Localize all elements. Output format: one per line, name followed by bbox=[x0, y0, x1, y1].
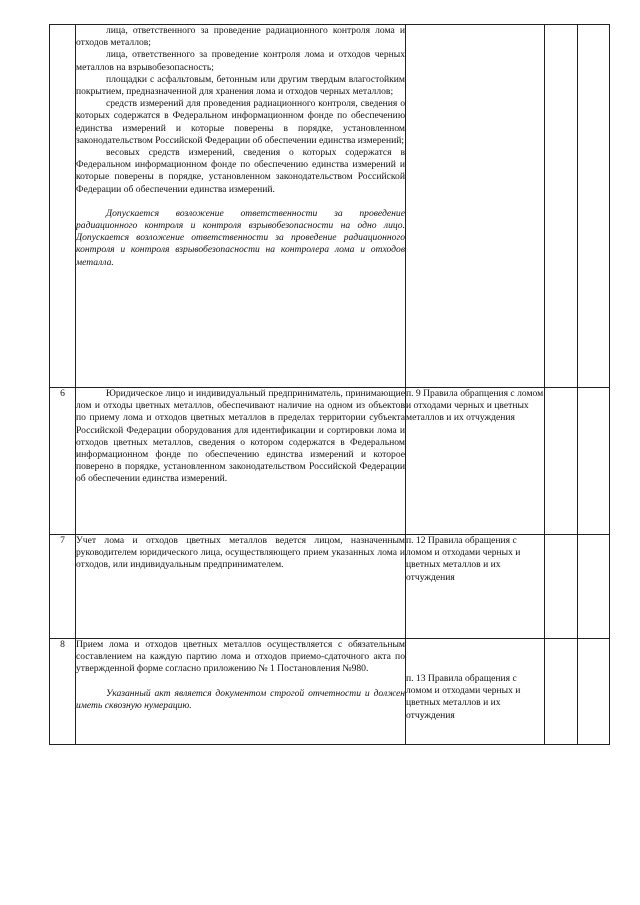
requirements-table bbox=[49, 24, 610, 745]
row-number: 7 bbox=[50, 535, 76, 639]
table-row bbox=[50, 535, 610, 639]
empty-cell bbox=[578, 535, 610, 639]
legal-reference bbox=[406, 535, 545, 639]
empty-cell bbox=[578, 388, 610, 535]
row-number bbox=[50, 25, 76, 388]
reference-text: п. 13 Правила обращения с ломом и отходами черных и цветных металлов и их отчуждения bbox=[406, 673, 521, 721]
empty-cell bbox=[545, 25, 578, 388]
paragraph: средств измерений для проведения радиационного контроля, сведения о которых содержатся в Федеральном информационном фонде по обеспечению единства измерений и которые поверены в порядке, установленном законодательством Российской Федерации об обеспечении единства измерений; bbox=[76, 98, 405, 146]
table-row bbox=[50, 388, 610, 535]
empty-cell bbox=[578, 639, 610, 745]
paragraph: лица, ответственного за проведение радиационного контроля лома и отходов металлов; bbox=[76, 25, 405, 49]
requirement-text bbox=[76, 388, 406, 535]
legal-reference bbox=[406, 639, 545, 745]
requirement-text bbox=[76, 25, 406, 388]
paragraph: весовых средств измерений, сведения о которых содержатся в Федеральном информационном фонде по обеспечению единства измерений и которые поверены в порядке, установленном законодательством Российской Федерации об обеспечении единства измерений. bbox=[76, 147, 405, 195]
requirement-text bbox=[76, 639, 406, 745]
empty-cell bbox=[578, 25, 610, 388]
paragraph: Юридическое лицо и индивидуальный предприниматель, принимающие лом и отходы цветных металлов, обеспечивают наличие на одном из объектов по приему лома и отходов цветных металлов в пределах территории субъекта Российской Федерации оборудования для идентификации и сортировки лома и отходов цветных металлов, сведения о котором содержатся в Федеральном информационном фонде по обеспечению единства измерений и которое поверено в порядке, установленном законодательством Российской Федерации об обеспечении единства измерений. bbox=[76, 388, 405, 485]
row-number: 8 bbox=[50, 639, 76, 745]
italic-note: Допускается возложение ответственности за проведение радиационного контроля и контроля взрывобезопасности на одно лицо. Допускается возложение ответственности за проведение радиационного контроля и контроля взрывобезопасности на контролера лома и отходов металла. bbox=[76, 207, 405, 268]
italic-note: Указанный акт является документом строгой отчетности и должен иметь сквозную нумерацию. bbox=[76, 687, 405, 711]
legal-reference bbox=[406, 25, 545, 388]
paragraph: Прием лома и отходов цветных металлов осуществляется с обязательным составлением на каждую партию лома и отходов приемо-сдаточного акта по утвержденной форме согласно приложению № 1 Постановления №980. bbox=[76, 639, 405, 675]
legal-reference bbox=[406, 388, 545, 535]
paragraph: Учет лома и отходов цветных металлов ведется лицом, назначенным руководителем юридического лица, осуществляющего прием указанных лома и отходов, или индивидуальным предпринимателем. bbox=[76, 535, 405, 571]
empty-cell bbox=[545, 639, 578, 745]
empty-cell bbox=[545, 388, 578, 535]
table-row bbox=[50, 25, 610, 388]
table-row bbox=[50, 639, 610, 745]
reference-text: п. 9 Правила обрапцения с ломом и отходами черных и цветных металлов и их отчуждения bbox=[406, 388, 544, 424]
row-number: 6 bbox=[50, 388, 76, 535]
reference-text: п. 12 Правила обращения с ломом и отходами черных и цветных металлов и их отчуждения bbox=[406, 535, 521, 583]
requirement-text bbox=[76, 535, 406, 639]
empty-cell bbox=[545, 535, 578, 639]
paragraph: лица, ответственного за проведение контроля лома и отходов черных металлов на взрывобезопасность; bbox=[76, 49, 405, 73]
paragraph: площадки с асфальтовым, бетонным или другим твердым влагостойким покрытием, предназначенной для хранения лома и отходов черных металлов; bbox=[76, 73, 405, 98]
